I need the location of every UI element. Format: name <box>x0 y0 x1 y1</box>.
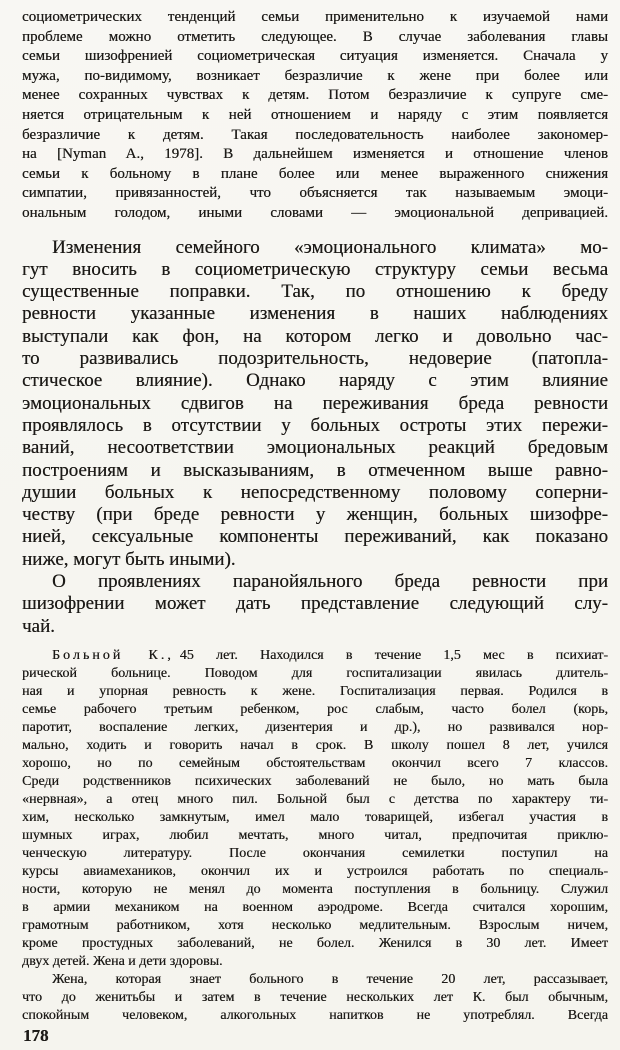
text-line: социометрических тенденций семьи применительно к изучаемой нами <box>22 9 608 25</box>
text-line: двух детей. Жена и дети здоровы. <box>22 953 223 969</box>
text-line: чай. <box>22 615 55 637</box>
text-line: существенные поправки. Так, по отношению к бреду <box>22 281 608 303</box>
text-line: ная и упорная ревность к жене. Госпитализация первая. Родился в <box>22 683 608 699</box>
text-line: Среди родственников психических заболеваний не было, но мать была <box>22 773 608 789</box>
text-line: проявлялось в отсутствии у больных остроты этих пережи- <box>22 414 608 436</box>
text-line: симпатии, привязанностей, что объясняется так называемым эмоци- <box>22 185 608 202</box>
text-column <box>22 8 608 1025</box>
text-line: выступали как фон, на котором легко и довольно час- <box>22 325 608 347</box>
text-line <box>22 647 608 665</box>
text-line: семье рабочего третьим ребенком, рос слабым, часто болел (корь, <box>22 701 608 717</box>
text-line: семьи шизофренией социометрическая ситуация изменяется. Сначала у <box>22 48 608 65</box>
text-line: мужа, по-видимому, возникает безразличие к жене при более или <box>22 67 608 84</box>
text-line: семьи к больному в плане более или менее выраженного снижения <box>22 165 608 182</box>
text-line: шизофрении может дать представление следующий слу- <box>22 593 608 615</box>
text-line: ниже, могут быть иными). <box>22 548 236 570</box>
text-line: хорошо, но по семейным обстоятельствам окончил всего 7 классов. <box>22 755 608 771</box>
text-line: О проявлениях паранойяльного бреда ревности при <box>52 570 608 592</box>
text-line: на [Nyman A., 1978]. В дальнейшем изменяется и отношение членов <box>22 146 608 163</box>
paragraph-continuation <box>22 8 608 224</box>
text-line: в армии механиком на военном аэродроме. Всегда считался хорошим, <box>22 899 608 915</box>
text-line: грамотным работником, хотя несколько медлительным. Взрослым ничем, <box>22 917 608 933</box>
text-line: менее сохранных чувствах к детям. Потом безразличие к супруге сме- <box>22 87 608 104</box>
text-line: мально, ходить и говорить начал в срок. В школу пошел 8 лет, учился <box>22 737 608 753</box>
text-line: что до женитьбы и затем в течение нескольких лет К. был обычным, <box>22 989 608 1005</box>
text-line: безразличие к детям. Такая последовательность наиболее закономер- <box>22 126 608 143</box>
text-line: ности, которую не менял до момента поступления в больницу. Служил <box>22 881 608 897</box>
text-line: ональным голодом, иными словами — эмоциональной депривацией. <box>22 204 608 221</box>
text-line: паротит, воспаление легких, дизентерия и др.), но развивался нор- <box>22 719 608 735</box>
text-line: курсы авиамехаников, окончил их и устроился работать по специаль- <box>22 863 608 879</box>
text-line: ревности указанные изменения в наших наблюдениях <box>22 303 608 325</box>
text-line-rest: 45 лет. Находился в течение 1,5 мес в психиат- <box>179 647 608 663</box>
text-line: Изменения семейного «эмоционального климата» мо- <box>52 236 608 258</box>
text-line: гут вносить в социометрическую структуру семьи весьма <box>22 258 608 280</box>
text-line: кроме простудных заболеваний, не болел. Женился в 30 лет. Имеет <box>22 935 608 951</box>
patient-name-spaced: Больной К., <box>52 647 174 663</box>
text-line: душии больных к непосредственному половому соперни- <box>22 481 608 503</box>
text-line: спокойным человеком, алкогольных напитков не употреблял. Всегда <box>22 1007 608 1023</box>
page-number: 178 <box>23 1026 49 1045</box>
text-line: построениям и высказываниям, в отмеченном выше равно- <box>22 459 608 481</box>
paragraph-emotional-climate <box>22 237 608 571</box>
text-line: эмоциональных сдвигов на переживания бреда ревности <box>22 392 608 414</box>
text-line: шумных играх, любил мечтать, много читал, предпочитая приклю- <box>22 827 608 843</box>
text-line: то развивались подозрительность, недоверие (патопла- <box>22 348 608 370</box>
case-paragraph-2 <box>22 971 608 1025</box>
text-line: Жена, которая знает больного в течение 20 лет, рассазывает, <box>52 971 608 987</box>
case-history-block <box>22 647 608 1025</box>
text-line: нией, сексуальные компоненты переживаний, как показано <box>22 526 608 548</box>
text-line: честву (при бреде ревности у женщин, больных шизофре- <box>22 504 608 526</box>
text-line: няется отрицательным к ней отношением и наряду с этим появляется <box>22 106 608 123</box>
text-line: хим, несколько замкнутым, имел мало товарищей, избегал участия в <box>22 809 608 825</box>
text-line: ваний, несоответствии эмоциональных реакций бредовым <box>22 437 608 459</box>
text-line: «нервная», а отец много пил. Больной был с детства по характеру ти- <box>22 791 608 807</box>
text-line: проблеме можно отметить следующее. В случае заболевания главы <box>22 28 608 45</box>
paragraph-case-intro <box>22 571 608 638</box>
case-paragraph-1 <box>22 647 608 971</box>
text-line: рической больнице. Поводом для госпитализации явилась длитель- <box>22 665 608 681</box>
text-line: стическое влияние). Однако наряду с этим влияние <box>22 370 608 392</box>
text-line: ченческую литературу. После окончания семилетки поступил на <box>22 845 608 861</box>
